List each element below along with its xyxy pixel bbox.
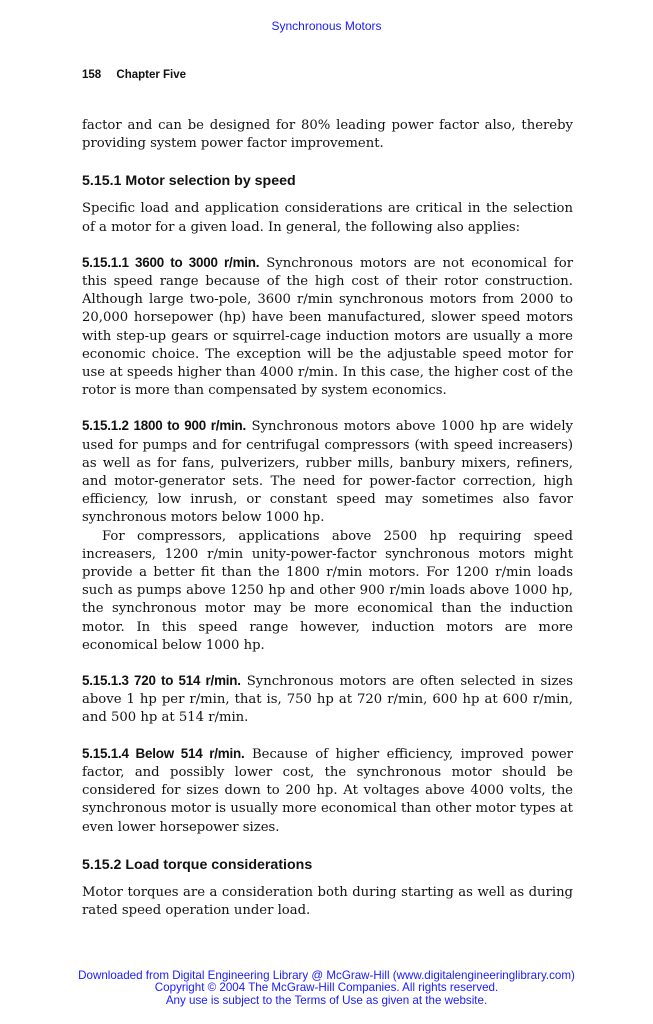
- subsection-text-below514: Because of higher efficiency, improved power factor, and possibly lower cost, the synchronous motor should be considered for sizes down to 200 hp. At voltages above 4000 volts, the synchronous motor is usually more economical than other motor types at even lower horsepower sizes.: [82, 746, 573, 835]
- footer-copyright-line: Copyright © 2004 The McGraw-Hill Companies. All rights reserved.: [154, 981, 499, 995]
- footer-terms-line[interactable]: Any use is subject to the Terms of Use as given at the website.: [165, 993, 488, 1007]
- subsection-text-720: Synchronous motors are often selected in sizes above 1 hp per r/min, that is, 750 hp at 720 r/min, 600 hp at 600 r/min, and 500 hp at 514 r/min.: [82, 674, 573, 726]
- chapter-label: Chapter Five: [116, 69, 187, 81]
- subsection-below514-paragraph: [82, 745, 573, 837]
- subsection-heading-3600: 5.15.1.1 3600 to 3000 r/min.: [82, 254, 260, 270]
- footer-download-line[interactable]: Downloaded from Digital Engineering Library @ McGraw-Hill (www.digitalengineeringlibrary.com): [78, 969, 575, 982]
- page-folio: [82, 69, 186, 81]
- subsection-heading-720: 5.15.1.3 720 to 514 r/min.: [82, 673, 241, 689]
- intro-paragraph: factor and can be designed for 80% leading power factor also, thereby providing system power factor improvement.: [82, 118, 573, 152]
- section-paragraph-motor-selection: Specific load and application considerations are critical in the selection of a motor for a given load. In general, the following also applies:: [82, 201, 573, 235]
- section-heading-motor-selection: 5.15.1 Motor selection by speed: [82, 173, 296, 190]
- page-number: 158: [82, 69, 102, 81]
- subsection-text-1800: Synchronous motors above 1000 hp are widely used for pumps and for centrifugal compressors (with speed increasers) as well as for fans, pulverizers, rubber mills, banbury mixers, refiners, and motor-generator sets. The need for power-factor correction, high efficiency, low inrush, or constant speed may sometimes also favor synchronous motors below 1000 hp.: [82, 419, 574, 526]
- running-head-title: Synchronous Motors: [271, 19, 382, 33]
- subsection-heading-1800: 5.15.1.2 1800 to 900 r/min.: [82, 418, 247, 434]
- download-footer: [0, 970, 653, 1007]
- section-paragraph-load-torque: Motor torques are a consideration both during starting as well as during rated speed operation under load.: [82, 884, 573, 918]
- subsection-text-3600: Synchronous motors are not economical for this speed range because of the high cost of their rotor construction. Although large two-pole, 3600 r/min synchronous motors from 2000 to 20,000 horsepower (hp) have been manufactured, slower speed motors with step-up gears or squirrel-cage induction motors are usually a more economic choice. The exception will be the adjustable speed motor for use at speeds higher than 4000 r/min. In this case, the higher cost of the rotor is more than compensated by system economics.: [82, 255, 573, 399]
- section-heading-load-torque: 5.15.2 Load torque considerations: [82, 856, 313, 873]
- subsection-1800-paragraph: [82, 417, 573, 527]
- page-body: [82, 117, 573, 920]
- subsection-1800-paragraph-2: For compressors, applications above 2500 hp requiring speed increasers, 1200 r/min unity-power-factor synchronous motors might provide a better fit than the 1800 r/min motors. For 1200 r/min loads such as pumps above 1250 hp and other 900 r/min loads above 1000 hp, the synchronous motor may be more economical than the induction motor. In this speed range however, induction motors are more economical below 1000 hp.: [82, 528, 573, 653]
- subsection-heading-below514: 5.15.1.4 Below 514 r/min.: [82, 745, 245, 761]
- subsection-720-paragraph: [82, 672, 573, 728]
- subsection-3600-paragraph: [82, 254, 573, 401]
